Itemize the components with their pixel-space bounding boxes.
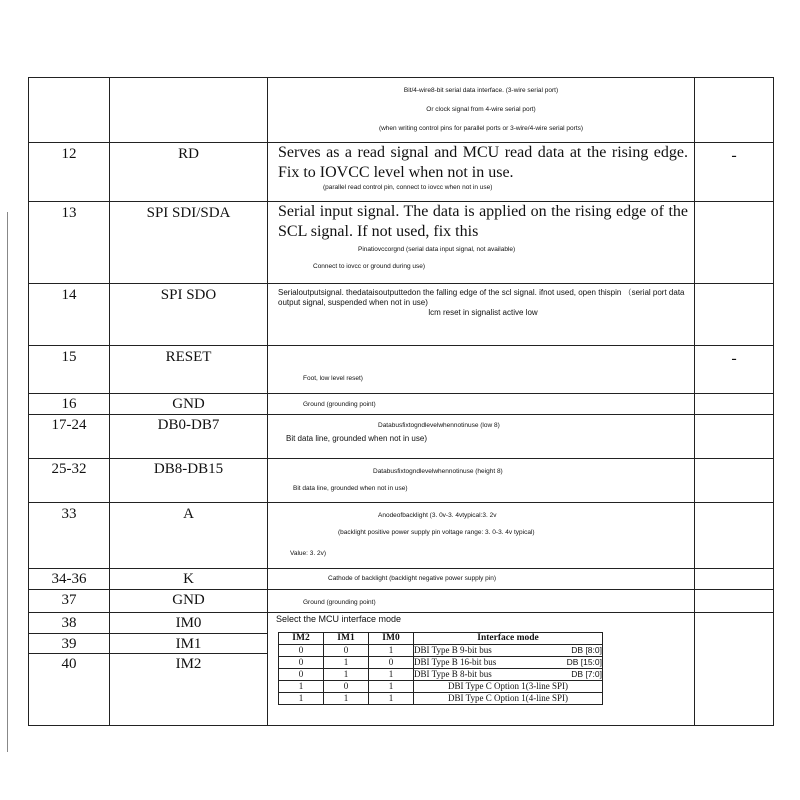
pin-number: 13 bbox=[61, 205, 77, 221]
description-cell bbox=[268, 284, 695, 346]
pin-number-cell bbox=[29, 503, 110, 569]
im1-value: 0 bbox=[324, 681, 369, 693]
pin-number: 39 bbox=[61, 636, 77, 652]
im1-value: 1 bbox=[324, 693, 369, 705]
pin-definition-table bbox=[28, 77, 774, 726]
mode-name: DBI Type B 8-bit bus bbox=[414, 669, 492, 679]
description-cell bbox=[268, 346, 695, 394]
pin-number: 16 bbox=[61, 396, 77, 412]
im0-value: 1 bbox=[369, 669, 414, 681]
column-header: IM1 bbox=[324, 633, 369, 645]
mode-name: DBI Type B 9-bit bus bbox=[414, 645, 492, 655]
interface-mode bbox=[414, 669, 603, 681]
interface-mode bbox=[414, 645, 603, 657]
description-line: Connect to iovcc or ground during use) bbox=[313, 263, 426, 270]
pin-name: IM0 bbox=[175, 615, 202, 631]
table-row bbox=[29, 569, 774, 590]
scan-edge-line bbox=[7, 212, 8, 752]
pin-number-cell bbox=[29, 346, 110, 394]
description-cell bbox=[268, 415, 695, 459]
pin-name-cell bbox=[110, 459, 268, 503]
note-dash: - bbox=[731, 350, 737, 367]
description-line: Ground (grounding point) bbox=[303, 599, 376, 606]
description-line: (parallel read control pin, connect to iovcc when not in use) bbox=[323, 184, 493, 191]
description-cell bbox=[268, 394, 695, 415]
description-line: Databusfixtogndlevelwhennotinuse (height 8) bbox=[373, 468, 503, 475]
note-cell bbox=[695, 613, 774, 726]
pin-name: GND bbox=[172, 592, 205, 608]
pin-number-cell bbox=[29, 394, 110, 415]
pin-number: 37 bbox=[61, 592, 77, 608]
description-cell bbox=[268, 613, 695, 726]
description-line: lcm reset in signalist active low bbox=[428, 308, 538, 317]
description-line: Bit data line, grounded when not in use) bbox=[293, 485, 408, 492]
pin-name-cell bbox=[110, 346, 268, 394]
im1-value: 1 bbox=[324, 669, 369, 681]
table-row bbox=[29, 415, 774, 459]
interface-mode bbox=[414, 657, 603, 669]
im0-value: 1 bbox=[369, 681, 414, 693]
mode-name: DBI Type B 16-bit bus bbox=[414, 657, 497, 667]
interface-mode bbox=[414, 693, 603, 705]
column-header: Interface mode bbox=[414, 633, 603, 645]
note-cell bbox=[695, 394, 774, 415]
pin-number-cell bbox=[29, 284, 110, 346]
note-cell bbox=[695, 143, 774, 202]
pin-name-cell bbox=[110, 143, 268, 202]
table-row bbox=[279, 645, 603, 657]
pin-number-cell bbox=[29, 143, 110, 202]
pin-name-cell bbox=[110, 569, 268, 590]
pin-number-cell bbox=[29, 613, 110, 634]
table-row bbox=[29, 459, 774, 503]
pin-name: K bbox=[183, 571, 194, 587]
description-cell bbox=[268, 569, 695, 590]
im2-value: 1 bbox=[279, 693, 324, 705]
pin-name-cell bbox=[110, 590, 268, 613]
table-row bbox=[29, 590, 774, 613]
description-line: Pinatiovccorgnd (serial data input signal, not available) bbox=[358, 246, 516, 253]
pin-name: IM1 bbox=[175, 636, 202, 652]
table-row bbox=[279, 681, 603, 693]
pin-number: 12 bbox=[61, 146, 77, 162]
note-cell bbox=[695, 415, 774, 459]
note-cell bbox=[695, 503, 774, 569]
pin-name-cell bbox=[110, 654, 268, 726]
mode-name: DBI Type C Option 1(4-line SPI) bbox=[448, 693, 568, 703]
description-line: Anodeofbacklight (3. 0v-3. 4vtypical:3. 2v bbox=[378, 512, 497, 519]
im0-value: 0 bbox=[369, 657, 414, 669]
description-line: (backlight positive power supply pin voltage range: 3. 0-3. 4v typical) bbox=[338, 529, 535, 536]
table-row bbox=[29, 613, 774, 634]
pin-name-cell bbox=[110, 503, 268, 569]
pin-name-cell bbox=[110, 613, 268, 634]
description-cell bbox=[268, 78, 695, 143]
pin-number-cell bbox=[29, 569, 110, 590]
im2-value: 0 bbox=[279, 645, 324, 657]
pin-number: 25-32 bbox=[51, 461, 87, 477]
pin-number-cell bbox=[29, 78, 110, 143]
pin-name: DB8-DB15 bbox=[153, 461, 224, 477]
pin-name: GND bbox=[172, 396, 205, 412]
im2-value: 0 bbox=[279, 657, 324, 669]
table-row bbox=[29, 284, 774, 346]
pin-name: SPI SDO bbox=[160, 287, 217, 303]
pin-name: SPI SDI/SDA bbox=[146, 205, 231, 221]
description-cell bbox=[268, 459, 695, 503]
table-row bbox=[29, 346, 774, 394]
pin-number: 34-36 bbox=[51, 571, 87, 587]
note-cell bbox=[695, 459, 774, 503]
mode-bits: DB [15:0] bbox=[566, 657, 602, 667]
pin-name: RD bbox=[178, 146, 199, 162]
pin-number-cell bbox=[29, 654, 110, 726]
note-cell bbox=[695, 590, 774, 613]
description-line: Cathode of backlight (backlight negative power supply pin) bbox=[328, 575, 497, 582]
pin-number: 15 bbox=[61, 349, 77, 365]
description-cell bbox=[268, 143, 695, 202]
pin-name-cell bbox=[110, 634, 268, 654]
pin-number: 33 bbox=[61, 506, 77, 522]
table-row bbox=[29, 394, 774, 415]
pin-number-cell bbox=[29, 590, 110, 613]
pin-name: A bbox=[183, 506, 194, 522]
column-header: IM2 bbox=[279, 633, 324, 645]
pin-number-cell bbox=[29, 634, 110, 654]
im2-value: 0 bbox=[279, 669, 324, 681]
description-line: Ground (grounding point) bbox=[303, 401, 376, 408]
im1-value: 1 bbox=[324, 657, 369, 669]
pin-number: 38 bbox=[61, 615, 77, 631]
pin-name-cell bbox=[110, 284, 268, 346]
pin-name-cell bbox=[110, 394, 268, 415]
im0-value: 1 bbox=[369, 693, 414, 705]
column-header: IM0 bbox=[369, 633, 414, 645]
pin-name-cell bbox=[110, 202, 268, 284]
pin-name: IM2 bbox=[175, 656, 202, 672]
description-line: (when writing control pins for parallel ports or 3-wire/4-wire serial ports) bbox=[378, 125, 584, 132]
note-dash: - bbox=[731, 147, 737, 164]
table-row bbox=[29, 202, 774, 284]
table-row bbox=[279, 693, 603, 705]
note-cell bbox=[695, 284, 774, 346]
pin-number-cell bbox=[29, 459, 110, 503]
im0-value: 1 bbox=[369, 645, 414, 657]
table-row bbox=[279, 657, 603, 669]
table-row bbox=[29, 143, 774, 202]
description-line: Value: 3. 2v) bbox=[290, 550, 327, 557]
description-cell bbox=[268, 503, 695, 569]
table-row bbox=[279, 633, 603, 645]
table-row bbox=[29, 78, 774, 143]
interface-mode-table bbox=[278, 632, 603, 705]
im1-value: 0 bbox=[324, 645, 369, 657]
table-row bbox=[29, 503, 774, 569]
description-line: Databusfixtogndlevelwhennotinuse (low 8) bbox=[378, 422, 500, 429]
pin-name: RESET bbox=[165, 349, 212, 365]
pin-number-cell bbox=[29, 202, 110, 284]
mode-name: DBI Type C Option 1(3-line SPI) bbox=[448, 681, 568, 691]
pin-number: 40 bbox=[61, 656, 77, 672]
description-cell bbox=[268, 202, 695, 284]
description-line: Bit data line, grounded when not in use) bbox=[286, 434, 427, 443]
pin-number-cell bbox=[29, 415, 110, 459]
note-cell bbox=[695, 569, 774, 590]
note-cell bbox=[695, 346, 774, 394]
pin-name-cell bbox=[110, 415, 268, 459]
description-text: Serial input signal. The data is applied on the rising edge of the SCL signal. If not used, fix this bbox=[278, 203, 688, 240]
description-line: Bit/4-wire8-bit serial data interface. (3-wire serial port) bbox=[403, 87, 559, 94]
pin-name-cell bbox=[110, 78, 268, 143]
pin-number: 14 bbox=[61, 287, 77, 303]
interface-mode bbox=[414, 681, 603, 693]
mode-bits: DB [7:0] bbox=[571, 669, 602, 679]
description-text: Serves as a read signal and MCU read data at the rising edge. Fix to IOVCC level when not in use. bbox=[278, 144, 688, 181]
im2-value: 1 bbox=[279, 681, 324, 693]
description-line: Or clock signal from 4-wire serial port) bbox=[426, 106, 536, 113]
table-row bbox=[279, 669, 603, 681]
note-cell bbox=[695, 202, 774, 284]
description-line: Foot, low level reset) bbox=[303, 375, 363, 382]
note-cell bbox=[695, 78, 774, 143]
description-line: Select the MCU interface mode bbox=[276, 614, 402, 624]
pin-number: 17-24 bbox=[51, 417, 87, 433]
description-text: Serialoutputsignal. thedataisoutputtedon the falling edge of the scl signal. ifnot used, open thispin （serial port data output signal, suspended when not in use) bbox=[278, 288, 685, 307]
description-cell bbox=[268, 590, 695, 613]
pin-name: DB0-DB7 bbox=[157, 417, 220, 433]
mode-bits: DB [8:0] bbox=[571, 645, 602, 655]
